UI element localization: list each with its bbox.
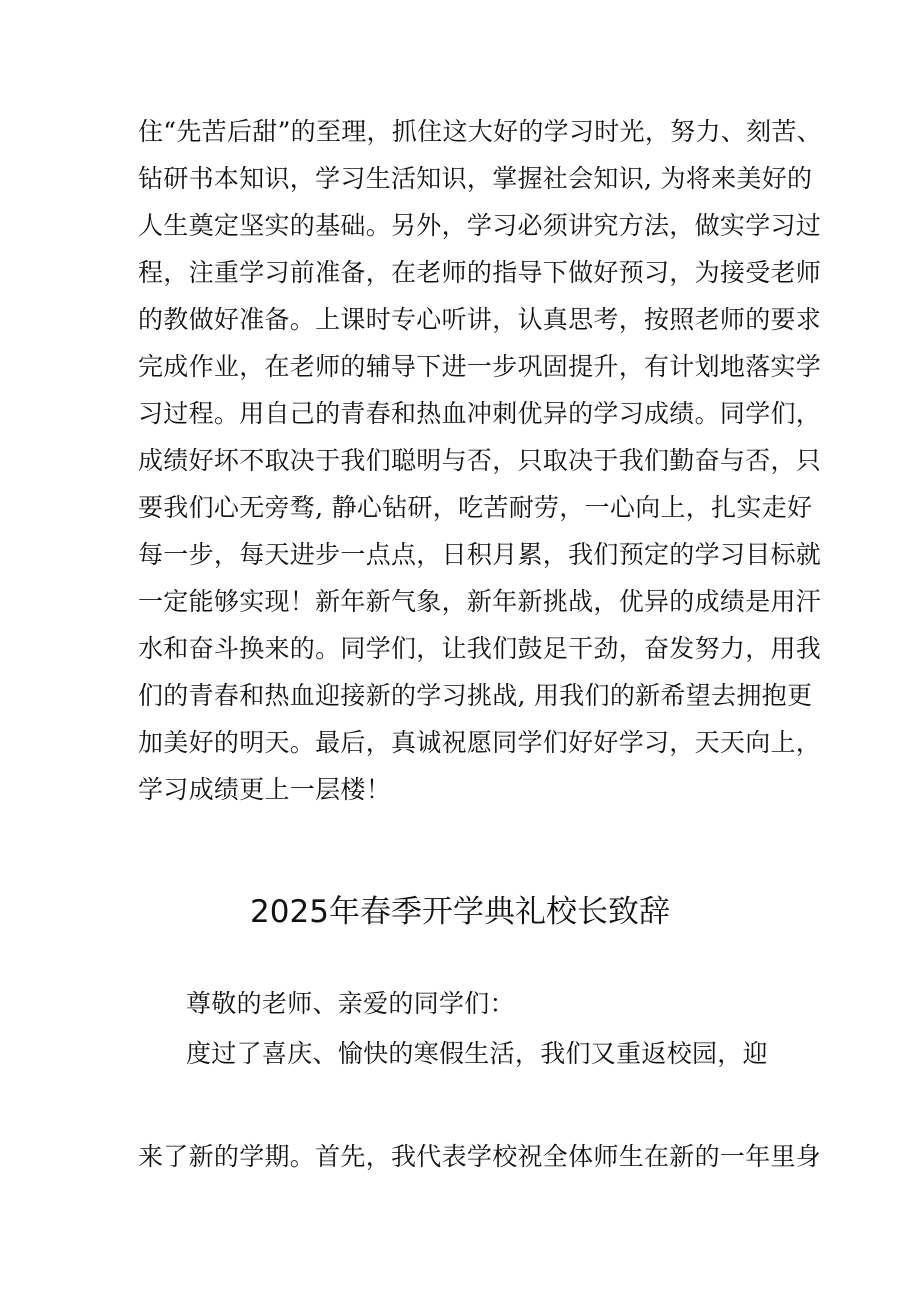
text-line: 每一步，每天进步一点点，日积月累，我们预定的学习目标就 — [138, 540, 822, 569]
text-line: 一定能够实现！新年新气象，新年新挑战，优异的成绩是用汗 — [138, 587, 822, 616]
paragraph-line: 度过了喜庆、愉快的寒假生活，我们又重返校园，迎 — [186, 1039, 768, 1068]
speech-title: 2025年春季开学典礼校长致辞 — [250, 894, 670, 930]
greeting: 尊敬的老师、亲爱的同学们： — [186, 989, 515, 1018]
text-line: 人生奠定坚实的基础。另外，学习必须讲究方法，做实学习过 — [138, 211, 822, 240]
text-line: 要我们心无旁骛, 静心钻研，吃苦耐劳，一心向上，扎实走好 — [138, 493, 813, 522]
text-line: 水和奋斗换来的。同学们，让我们鼓足干劲，奋发努力，用我 — [138, 634, 822, 663]
text-line: 的教做好准备。上课时专心听讲，认真思考，按照老师的要求 — [138, 305, 822, 334]
text-line: 完成作业，在老师的辅导下进一步巩固提升，有计划地落实学 — [138, 352, 822, 381]
text-line: 程，注重学习前准备，在老师的指导下做好预习，为接受老师 — [138, 258, 822, 287]
text-line: 们的青春和热血迎接新的学习挑战, 用我们的新希望去拥抱更 — [138, 681, 813, 710]
text-line: 习过程。用自己的青春和热血冲刺优异的学习成绩。同学们， — [138, 399, 822, 428]
text-line: 学习成绩更上一层楼！ — [138, 775, 392, 804]
previous-speech-text — [138, 108, 822, 813]
text-line: 住“先苦后甜”的至理，抓住这大好的学习时光，努力、刻苦、 — [138, 117, 822, 146]
paragraph-line: 来了新的学期。首先，我代表学校祝全体师生在新的一年里身 — [138, 1142, 822, 1171]
text-line: 钻研书本知识，学习生活知识，掌握社会知识, 为将来美好的 — [138, 164, 813, 193]
text-line: 加美好的明天。最后，真诚祝愿同学们好好学习，天天向上， — [138, 728, 822, 757]
text-line: 成绩好坏不取决于我们聪明与否，只取决于我们勤奋与否，只 — [138, 446, 822, 475]
